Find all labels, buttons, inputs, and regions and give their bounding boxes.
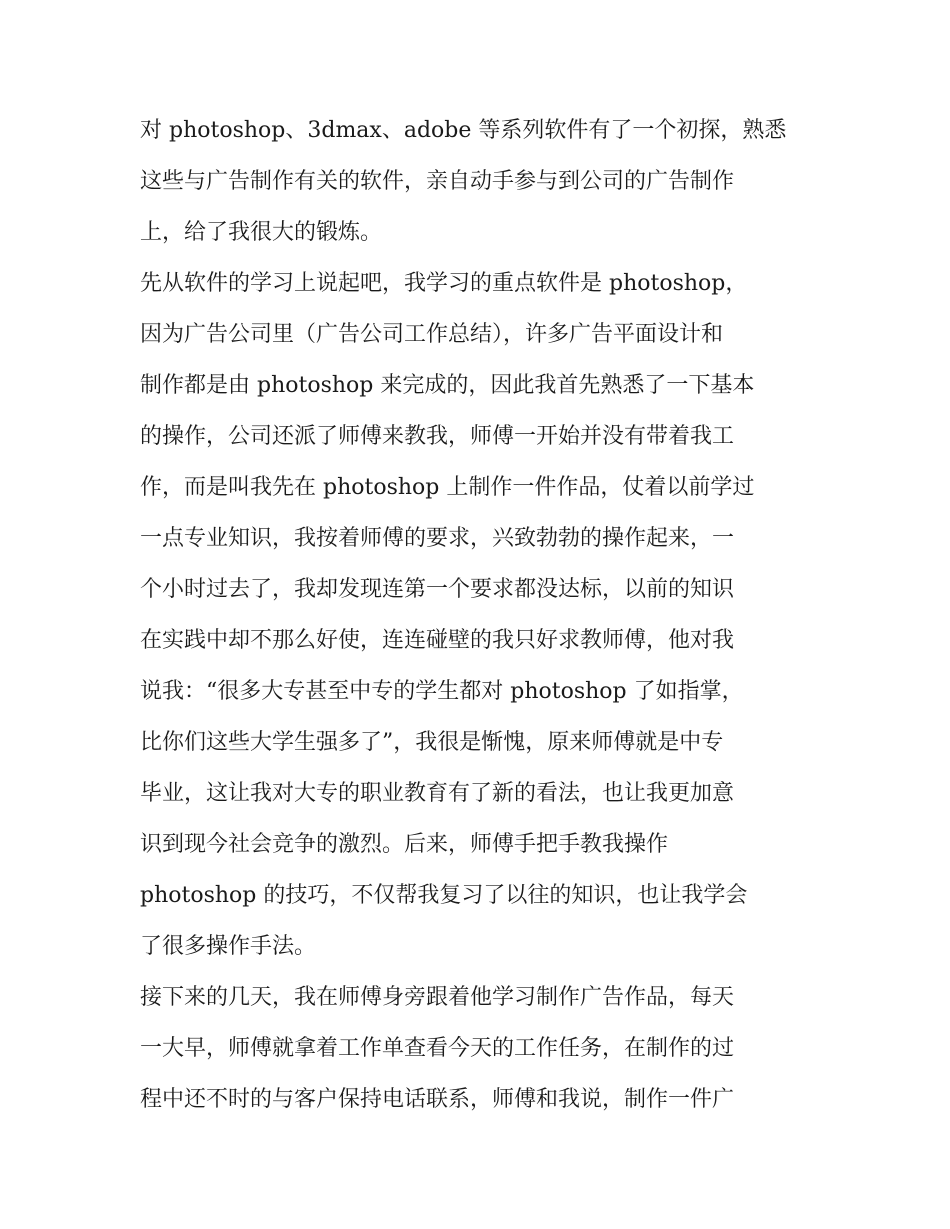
paragraph-2 (140, 258, 812, 972)
document-body (140, 105, 812, 1125)
text-line: 制作都是由 photoshop 来完成的，因此我首先熟悉了一下基本 (140, 373, 755, 398)
text-line: 说我：“很多大专甚至中专的学生都对 photoshop 了如指掌， (140, 679, 744, 704)
text-line: 先从软件的学习上说起吧，我学习的重点软件是 photoshop， (140, 271, 748, 296)
text-line: 上，给了我很大的锻炼。 (140, 220, 383, 245)
paragraph-3 (140, 972, 812, 1125)
text-line: 在实践中却不那么好使，连连碰壁的我只好求教师傅，他对我 (140, 628, 735, 653)
text-line: 程中还不时的与客户保持电话联系，师傅和我说，制作一件广 (140, 1087, 735, 1112)
text-line: photoshop 的技巧，不仅帮我复习了以往的知识，也让我学会 (140, 883, 748, 908)
text-line: 毕业，这让我对大专的职业教育有了新的看法，也让我更加意 (140, 781, 735, 806)
text-line: 的操作，公司还派了师傅来教我，师傅一开始并没有带着我工 (140, 424, 735, 449)
text-line: 接下来的几天，我在师傅身旁跟着他学习制作广告作品，每天 (140, 985, 735, 1010)
text-line: 识到现今社会竞争的激烈。后来，师傅手把手教我操作 (140, 832, 669, 857)
text-line: 比你们这些大学生强多了”，我很是惭愧，原来师傅就是中专 (140, 730, 724, 755)
text-line: 一大早，师傅就拿着工作单查看今天的工作任务，在制作的过 (140, 1036, 735, 1061)
text-line: 了很多操作手法。 (140, 934, 317, 959)
text-line: 对 photoshop、3dmax、adobe 等系列软件有了一个初探，熟悉 (140, 118, 787, 143)
text-line: 一点专业知识，我按着师傅的要求，兴致勃勃的操作起来，一 (140, 526, 735, 551)
text-line: 因为广告公司里（广告公司工作总结），许多广告平面设计和 (140, 322, 724, 347)
text-line: 个小时过去了，我却发现连第一个要求都没达标，以前的知识 (140, 577, 735, 602)
paragraph-1 (140, 105, 812, 258)
text-line: 这些与广告制作有关的软件，亲自动手参与到公司的广告制作 (140, 169, 735, 194)
text-line: 作，而是叫我先在 photoshop 上制作一件作品，仗着以前学过 (140, 475, 755, 500)
